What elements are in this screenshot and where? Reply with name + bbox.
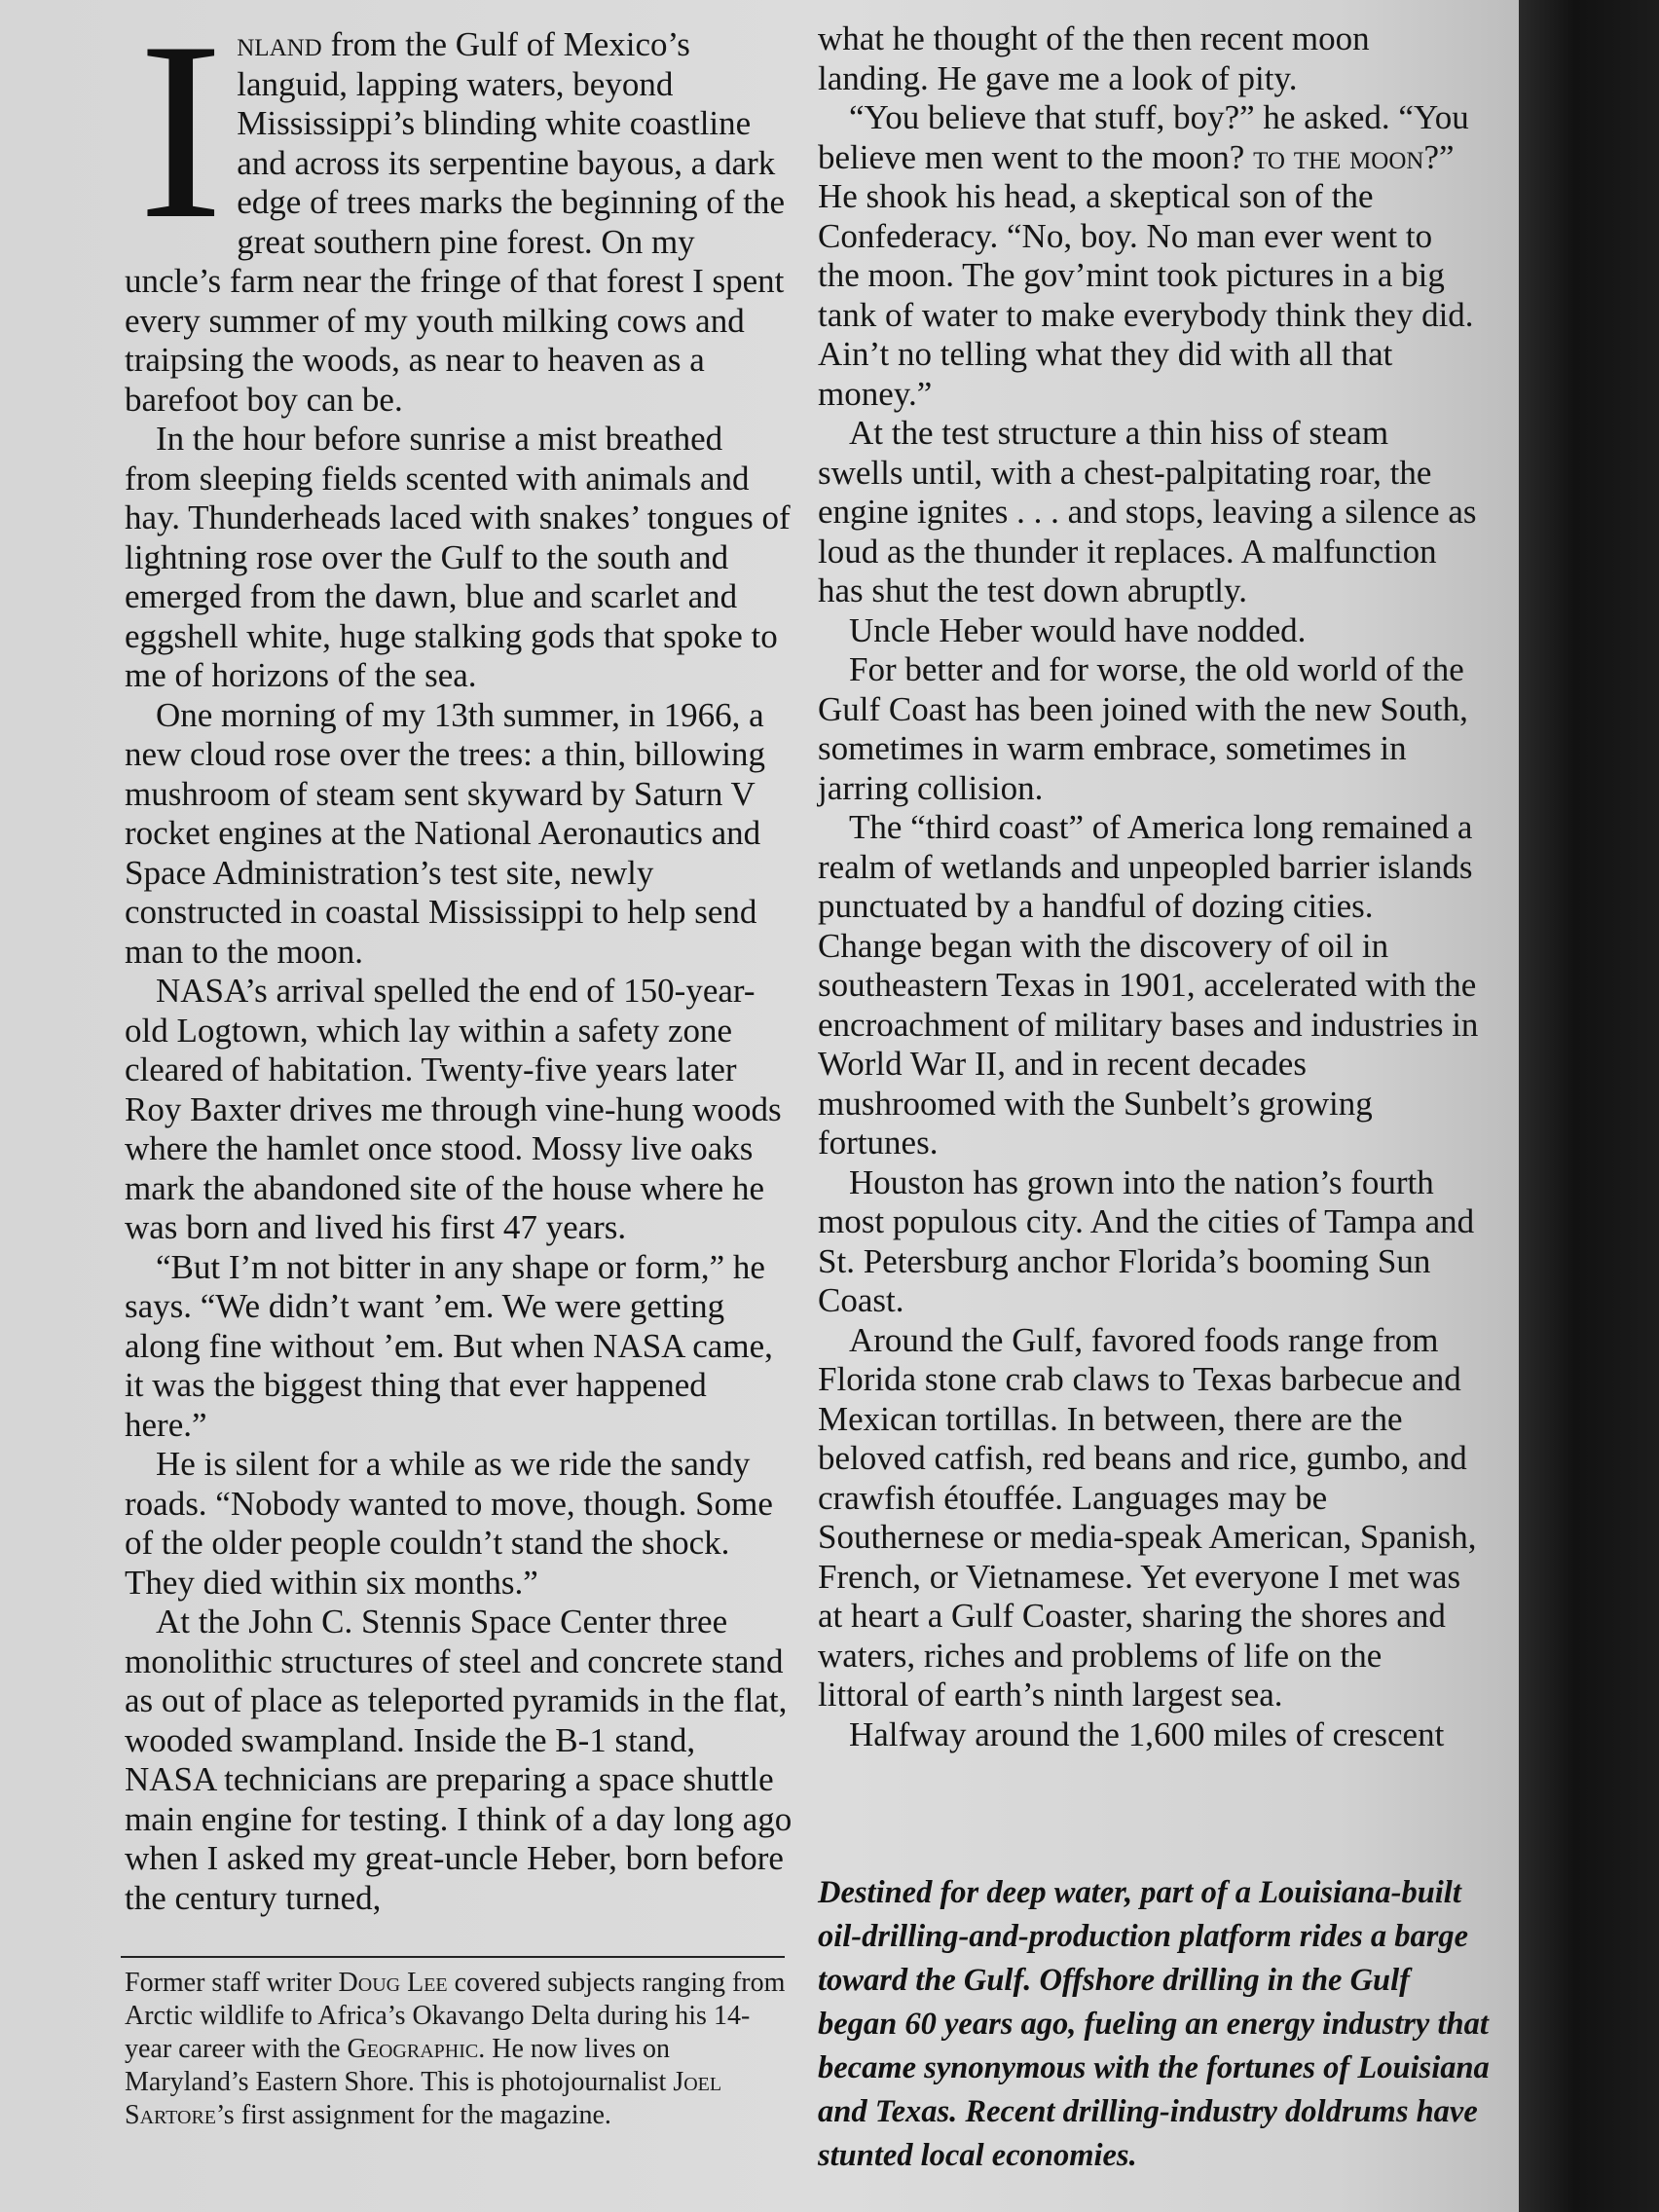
paragraph: In the hour before sunrise a mist breathed from sleeping fields scented with animals and hay. Thunderheads laced with snakes’ tongues of lightning rose over the Gulf to the south and emerged from the dawn, blue and scarlet and eggshell white, huge stalking gods that spoke to me of horizons of the sea. (125, 420, 791, 694)
paragraph: The “third coast” of America long remained a realm of wetlands and unpeopled barrier islands punctuated by a handful of dozing cities. Change began with the discovery of oil in southeastern Texas in 1901, accelerated with the encroachment of military bases and industries in World War II, and in recent decades mushroomed with the Sunbelt’s growing fortunes. (818, 808, 1479, 1161)
photographer-name: Joel Sartore (125, 2067, 722, 2130)
paragraph: “But I’m not bitter in any shape or form,” he says. “We didn’t want ’em. We were getting along fine without ’em. But when NASA came, it was the biggest thing that ever happened here.” (125, 1247, 773, 1444)
paragraph: He is silent for a while as we ride the sandy roads. “Nobody wanted to move, though. Some of the older people couldn’t stand the shock. They died within six months.” (125, 1445, 773, 1602)
paragraph: Halfway around the 1,600 miles of crescent (849, 1714, 1445, 1753)
paragraph: NASA’s arrival spelled the end of 150-year-old Logtown, which lay within a safety zone cleared of habitation. Twenty-five years later Roy Baxter drives me through vine-hung woods where the hamlet once stood. Mossy live oaks mark the abandoned site of the house where he was born and lived his first 47 years. (125, 972, 782, 1246)
paragraph-continued: what he thought of the then recent moon landing. He gave me a look of pity. (818, 19, 1370, 97)
paragraph: Around the Gulf, favored foods range from Florida stone crab claws to Texas barbecue and Mexican tortillas. In between, there are the beloved catfish, red beans and rice, gumbo, and crawfish étouffée. Languages may be Southernese or media-speak American, Spanish, French, or Vietnamese. Yet everyone I met was at heart a Gulf Coaster, sharing the shores and waters, riches and problems of life on the littoral of earth’s ninth largest sea. (818, 1320, 1477, 1714)
opening-paragraph (125, 0, 793, 420)
bio-text: . He now lives on Maryland’s Eastern Shore. This is photojournalist (125, 2034, 674, 2097)
bio-text: Former staff writer (125, 1968, 339, 1998)
photo-caption: Destined for deep water, part of a Louisiana-built oil-drilling-and-production platform rides a barge toward the Gulf. Offshore drilling in the Gulf began 60 years ago, fueling an energy industry that became synonymous with the fortunes of Louisiana and Texas. Recent drilling-industry doldrums have stunted local economies. (818, 1875, 1490, 2173)
author-bio (125, 1967, 796, 2132)
quote-small-caps: to the moon (1253, 137, 1424, 176)
quote-paragraph (818, 98, 1480, 414)
paragraph: Houston has grown into the nation’s fourth most populous city. And the cities of Tampa and St. Petersburg anchor Florida’s booming Sun Coast. (818, 1162, 1475, 1319)
article-column-right (818, 19, 1480, 1754)
book-gutter-shadow (1519, 0, 1659, 2212)
paragraph: For better and for worse, the old world of the Gulf Coast has been joined with the new South, sometimes in warm embrace, sometimes in jarring collision. (818, 650, 1468, 807)
paragraph: One morning of my 13th summer, in 1966, a new cloud rose over the trees: a thin, billowing mushroom of steam sent skyward by Saturn V rocket engines at the National Aeronautics and Space Administration’s test site, newly constructed in coastal Mississippi to help send man to the moon. (125, 695, 766, 971)
quote-text: “You believe that stuff, boy?” he asked. “You believe men went to the moon? (818, 98, 1469, 176)
opening-text: from the Gulf of Mexico’s languid, lapping waters, beyond Mississippi’s blinding white coastline and across its serpentine bayous, a dark edge of trees marks the beginning of the great southern pine forest. On my uncle’s farm near the fringe of that forest I spent every summer of my youth milking cows and traipsing the woods, as near to heaven as a barefoot boy can be. (125, 25, 785, 419)
paragraph: At the John C. Stennis Space Center three monolithic structures of steel and concrete stand as out of place as teleported pyramids in the flat, wooded swampland. Inside the B-1 stand, NASA technicians are preparing a space shuttle main engine for testing. I think of a day long ago when I asked my great-uncle Heber, born before the century turned, (125, 1603, 793, 1917)
paragraph: Uncle Heber would have nodded. (849, 610, 1307, 649)
opening-small-caps: nland (237, 25, 322, 63)
bio-text: covered subjects ranging from Arctic wildlife to Africa’s Okavango Delta during his 14-year career with the (125, 1968, 786, 2064)
paragraph: At the test structure a thin hiss of steam swells until, with a chest-palpitating roar, the engine ignites . . . and stops, leaving a silence as loud as the thunder it replaces. A malfunction has shut the test down abruptly. (818, 414, 1477, 609)
article-column-left (125, 0, 793, 1918)
author-name: Doug Lee (338, 1968, 448, 1998)
magazine-name: Geographic (347, 2034, 479, 2064)
footnote-divider (121, 1956, 785, 1958)
drop-cap: I (138, 0, 224, 272)
bio-text: ’s first assignment for the magazine. (216, 2100, 611, 2130)
quote-text: ?” He shook his head, a skeptical son of the Confederacy. “No, boy. No man ever went to the moon. The gov’mint took pictures in a big tank of water to make everybody think they did. Ain’t no telling what they did with all that money.” (818, 137, 1474, 413)
